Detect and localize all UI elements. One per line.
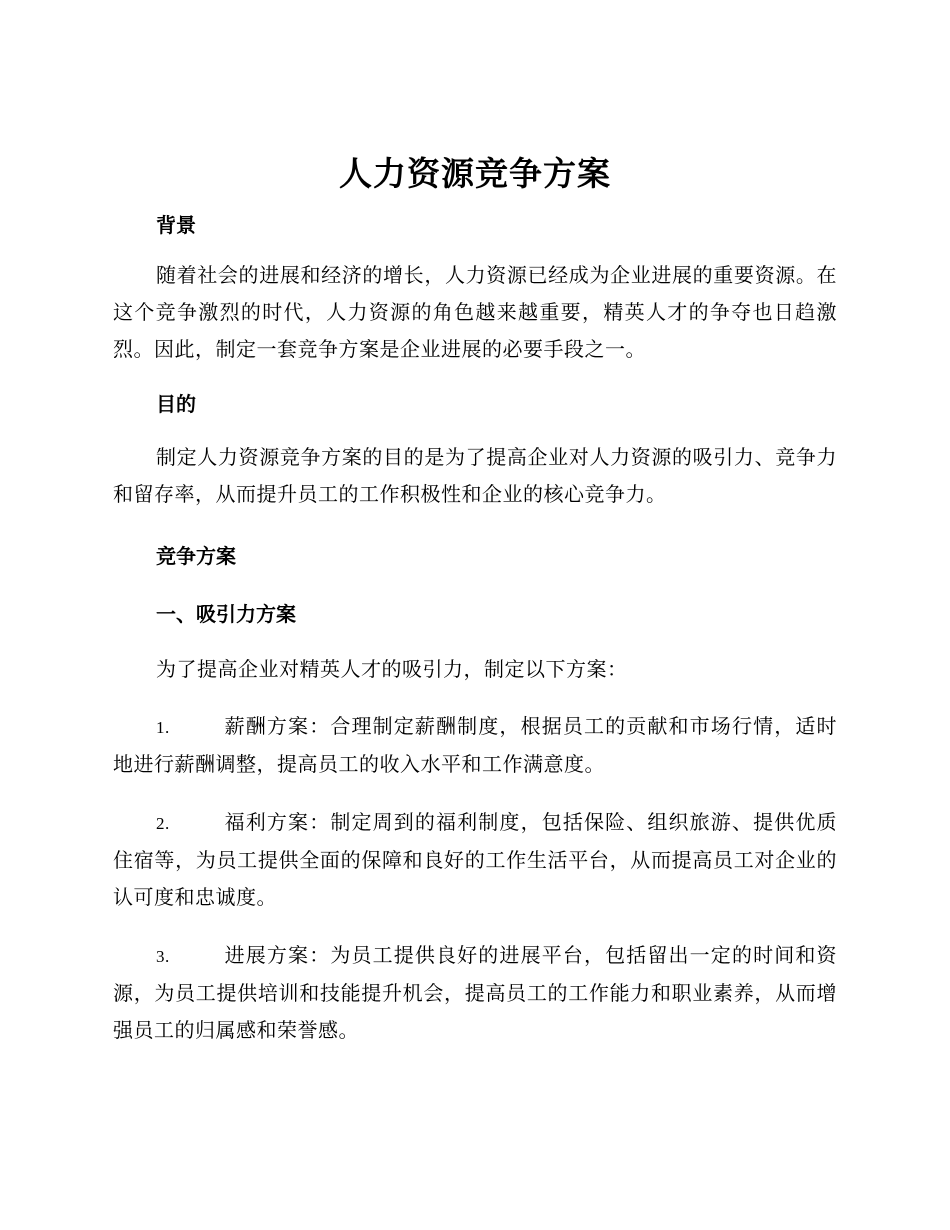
list-item bbox=[113, 708, 837, 783]
list-number: 2. bbox=[156, 814, 170, 833]
list-text: 进展方案：为员工提供良好的进展平台，包括留出一定的时间和资源，为员工提供培训和技能提升机会，提高员工的工作能力和职业素养，从而增强员工的归属感和荣誉感。 bbox=[113, 943, 837, 1042]
document-page bbox=[113, 150, 837, 1049]
list-item bbox=[113, 804, 837, 916]
purpose-paragraph: 制定人力资源竞争方案的目的是为了提高企业对人力资源的吸引力、竞争力和留存率，从而提升员工的工作积极性和企业的核心竞争力。 bbox=[113, 445, 837, 506]
list-item bbox=[113, 937, 837, 1049]
list-number: 3. bbox=[156, 947, 170, 966]
list-text: 福利方案：制定周到的福利制度，包括保险、组织旅游、提供优质住宿等，为员工提供全面的保障和良好的工作生活平台，从而提高员工对企业的认可度和忠诚度。 bbox=[113, 810, 837, 909]
background-heading: 背景 bbox=[156, 213, 196, 237]
document-title: 人力资源竞争方案 bbox=[339, 154, 611, 193]
purpose-heading: 目的 bbox=[156, 392, 196, 416]
attraction-heading: 一、吸引力方案 bbox=[156, 602, 296, 626]
background-paragraph: 随着社会的进展和经济的增长，人力资源已经成为企业进展的重要资源。在这个竞争激烈的时代，人力资源的角色越来越重要，精英人才的争夺也日趋激烈。因此，制定一套竞争方案是企业进展的必要手段之一。 bbox=[113, 263, 837, 361]
list-text: 薪酬方案：合理制定薪酬制度，根据员工的贡献和市场行情，适时地进行薪酬调整，提高员工的收入水平和工作满意度。 bbox=[113, 714, 837, 776]
list-number: 1. bbox=[156, 718, 170, 737]
attraction-intro: 为了提高企业对精英人才的吸引力，制定以下方案： bbox=[156, 657, 628, 681]
plan-heading: 竞争方案 bbox=[156, 544, 236, 568]
